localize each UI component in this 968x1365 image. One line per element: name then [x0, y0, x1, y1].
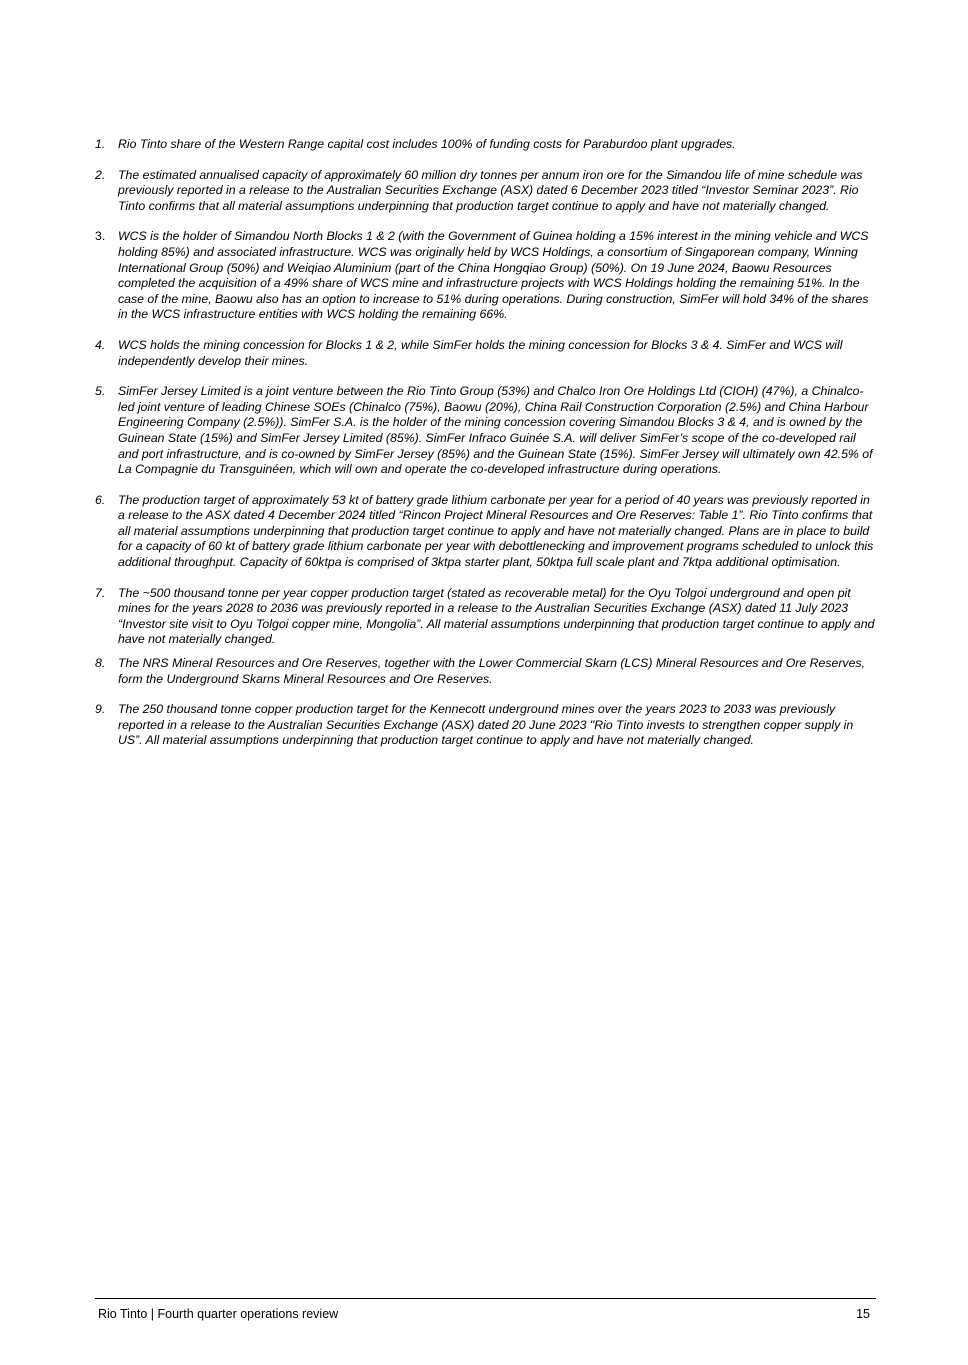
- footnote-number: 9.: [95, 702, 106, 717]
- page-footer: [98, 1306, 870, 1322]
- footnote-1: [95, 137, 877, 153]
- footnote-4: [95, 338, 877, 369]
- footer-divider: [95, 1298, 876, 1299]
- footnote-text: The estimated annualised capacity of approximately 60 million dry tonnes per annum iron ore for the Simandou life of mine schedule was previously reported in a release to the Australian Securities Exchange (ASX) dated 6 December 2023 titled “Investor Seminar 2023”. Rio Tinto confirms that all material assumptions underpinning that production target continue to apply and have not materially changed.: [118, 167, 863, 213]
- footnote-7: [95, 586, 877, 648]
- footnote-number: 3.: [95, 229, 106, 244]
- page-number: 15: [856, 1307, 870, 1321]
- footnote-text: Rio Tinto share of the Western Range capital cost includes 100% of funding costs for Paraburdoo plant upgrades.: [118, 137, 736, 151]
- footnote-number: 6.: [95, 492, 106, 507]
- footnote-3: [95, 229, 877, 323]
- footnotes-list: [95, 137, 877, 764]
- footnote-5: [95, 384, 877, 478]
- footnote-8: [95, 656, 877, 687]
- footnote-number: 2.: [95, 167, 106, 182]
- footnote-number: 4.: [95, 337, 106, 352]
- footnote-number: 1.: [95, 137, 106, 151]
- footnote-6: [95, 493, 877, 571]
- footnote-text: The NRS Mineral Resources and Ore Reserves, together with the Lower Commercial Skarn (LCS) Mineral Resources and Ore Reserves, form the Underground Skarns Mineral Resources and Ore Reserves.: [118, 656, 865, 686]
- footnote-9: [95, 702, 877, 749]
- footnote-text: The ~500 thousand tonne per year copper production target (stated as recoverable metal) for the Oyu Tolgoi underground and open pit mines for the years 2028 to 2036 was previously reported in a release to the Australian Securities Exchange (ASX) dated 11 July 2023 “Investor site visit to Oyu Tolgoi copper mine, Mongolia”. All material assumptions underpinning that production target continue to apply and have not materially changed.: [118, 585, 875, 647]
- footnote-number: 7.: [95, 585, 106, 600]
- footnote-text: WCS holds the mining concession for Blocks 1 & 2, while SimFer holds the mining concession for Blocks 3 & 4. SimFer and WCS will independently develop their mines.: [118, 337, 843, 368]
- footnote-text: SimFer Jersey Limited is a joint venture between the Rio Tinto Group (53%) and Chalco Iron Ore Holdings Ltd (CIOH) (47%), a Chinalco-led joint venture of leading Chinese SOEs (Chinalco (75%), Baowu (20%), China Rail Construction Corporation (2.5%) and China Harbour Engineering Company (2.5%)). SimFer S.A. is the holder of the mining concession covering Simandou Blocks 3 & 4, and is owned by the Guinean State (15%) and SimFer Jersey Limited (85%). SimFer Infraco Guinée S.A. will deliver SimFer’s scope of the co-developed rail and port infrastructure, and is co-owned by SimFer Jersey (85%) and the Guinean State (15%). SimFer Jersey will ultimately own 42.5% of La Compagnie du Transguinéen, which will own and operate the co-developed infrastructure during operations.: [118, 384, 873, 477]
- footnote-2: [95, 168, 877, 215]
- footer-title: Rio Tinto | Fourth quarter operations review: [98, 1307, 339, 1321]
- footnote-text: The production target of approximately 53 kt of battery grade lithium carbonate per year for a period of 40 years was previously reported in a release to the ASX dated 4 December 2024 titled “Rincon Project Mineral Resources and Ore Reserves: Table 1”. Rio Tinto confirms that all material assumptions underpinning that production target continue to apply and have not materially changed. Plans are in place to build for a capacity of 60 kt of battery grade lithium carbonate per year with debottlenecking and improvement programs scheduled to unlock this additional throughput. Capacity of 60ktpa is comprised of 3ktpa starter plant, 50ktpa full scale plant and 7ktpa additional optimisation.: [118, 492, 874, 570]
- footnote-number: 8.: [95, 656, 106, 671]
- footnote-number: 5.: [95, 384, 106, 399]
- footnote-text: The 250 thousand tonne copper production target for the Kennecott underground mines over the years 2023 to 2033 was previously reported in a release to the Australian Securities Exchange (ASX) dated 20 June 2023 "Rio Tinto invests to strengthen copper supply in US”. All material assumptions underpinning that production target continue to apply and have not materially changed.: [118, 702, 854, 748]
- footnote-text: WCS is the holder of Simandou North Blocks 1 & 2 (with the Government of Guinea holding a 15% interest in the mining vehicle and WCS holding 85%) and associated infrastructure. WCS was originally held by WCS Holdings, a consortium of Singaporean company, Winning International Group (50%) and Weiqiao Aluminium (part of the China Hongqiao Group) (50%). On 19 June 2024, Baowu Resources completed the acquisition of a 49% share of WCS mine and infrastructure projects with WCS Holdings holding the remaining 51%. In the case of the mine, Baowu also has an option to increase to 51% during operations. During construction, SimFer will hold 34% of the shares in the WCS infrastructure entities with WCS holding the remaining 66%.: [118, 229, 869, 322]
